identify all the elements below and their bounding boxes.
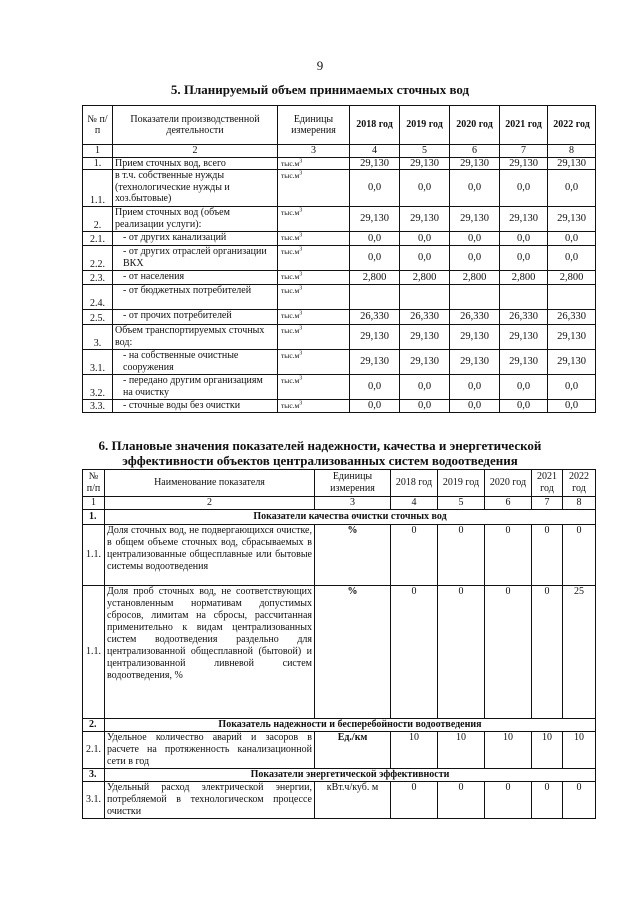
value-2018: 29,130 [350, 207, 400, 232]
value-2018: 0 [391, 525, 438, 586]
value-2021: 29,130 [500, 207, 548, 232]
value-2020: 0 [485, 525, 532, 586]
value-2021: 0 [532, 525, 563, 586]
row-num: 2.1. [83, 732, 105, 769]
value-2019: 0,0 [400, 170, 450, 207]
col-num: 8 [563, 497, 596, 510]
value-2019: 0 [438, 586, 485, 719]
indicator-name: Прием сточных вод, всего [113, 157, 278, 170]
unit-superscript: 3 [299, 158, 303, 164]
unit-superscript: 3 [299, 207, 303, 214]
value-2020: 0,0 [450, 400, 500, 413]
table-row [83, 271, 596, 285]
value-2021: 0,0 [500, 232, 548, 246]
value-2019: 29,130 [400, 325, 450, 350]
indicator-name: - сточные воды без очистки [113, 400, 278, 413]
value-2018: 0 [391, 586, 438, 719]
value-2022: 25 [563, 586, 596, 719]
value-2019 [400, 285, 450, 310]
unit-text: тыс.м [281, 158, 300, 168]
table-row [83, 525, 596, 586]
unit-text: тыс.м [281, 376, 300, 385]
header-2018: 2018 год [391, 470, 438, 497]
table-row [83, 586, 596, 719]
header-unit: Единицы измерения [315, 470, 391, 497]
section-num: 1. [83, 510, 105, 525]
value-2020: 29,130 [450, 325, 500, 350]
table-row [83, 325, 596, 350]
col-num: 1 [83, 497, 105, 510]
value-2018: 0,0 [350, 375, 400, 400]
page-number: 9 [316, 58, 324, 73]
value-2022: 0 [563, 782, 596, 819]
column-number-row [83, 145, 596, 158]
col-num: 2 [105, 497, 315, 510]
indicator-name: Доля сточных вод, не подвергающихся очистке, в общем объеме сточных вод, сбрасываемых в централизованные общесплавные или бытовые системы водоотведения [105, 525, 315, 586]
indicator-name: - от бюджетных потребителей [113, 285, 278, 310]
header-2021: 2021 год [500, 106, 548, 145]
value-2021: 0 [532, 586, 563, 719]
header-unit: Единицы измерения [278, 106, 350, 145]
value-2018 [350, 285, 400, 310]
unit-cell [278, 157, 350, 170]
section-row-reliability [83, 719, 596, 732]
value-2019: 0,0 [400, 232, 450, 246]
value-2018: 29,130 [350, 350, 400, 375]
col-num: 5 [438, 497, 485, 510]
unit-cell [278, 232, 350, 246]
unit-text: тыс.м [281, 326, 300, 335]
value-2020: 10 [485, 732, 532, 769]
value-2022: 0 [563, 525, 596, 586]
indicators-table [82, 469, 596, 819]
row-num: 2.1. [83, 232, 113, 246]
unit-cell [278, 325, 350, 350]
value-2020: 0,0 [450, 232, 500, 246]
value-2022: 29,130 [548, 157, 596, 170]
value-2019: 29,130 [400, 350, 450, 375]
col-num: 4 [391, 497, 438, 510]
header-num: № п/п [83, 470, 105, 497]
col-num: 6 [450, 145, 500, 158]
table-row [83, 350, 596, 375]
unit-superscript: 3 [299, 271, 303, 278]
value-2018: 0,0 [350, 246, 400, 271]
row-num: 3. [83, 325, 113, 350]
table-header-row [83, 470, 596, 497]
unit-text: тыс.м [281, 272, 300, 281]
value-2020: 29,130 [450, 350, 500, 375]
unit-cell: Ед./км [315, 732, 391, 769]
value-2022: 29,130 [548, 325, 596, 350]
value-2021: 0,0 [500, 170, 548, 207]
section-num: 3. [83, 769, 105, 782]
unit-cell [278, 400, 350, 413]
row-num: 2.4. [83, 285, 113, 310]
section-row-energy [83, 769, 596, 782]
section-row-quality [83, 510, 596, 525]
col-num: 7 [532, 497, 563, 510]
section-title: Показатель надежности и бесперебойности водоотведения [105, 719, 596, 732]
value-2022 [548, 285, 596, 310]
row-num: 2.3. [83, 271, 113, 285]
table-row [83, 782, 596, 819]
unit-superscript: 3 [299, 170, 303, 177]
indicator-name: Объем транспортируемых сточных вод: [113, 325, 278, 350]
unit-text: тыс.м [281, 351, 300, 360]
value-2019: 0 [438, 525, 485, 586]
value-2018: 29,130 [350, 157, 400, 170]
header-2021: 2021 год [532, 470, 563, 497]
unit-superscript: 3 [299, 246, 303, 253]
indicator-name: Доля проб сточных вод, не соответствующих установленным нормативам допустимых сбросов, лимитам на сбросы, рассчитанная применительно к видам централизованных систем водоотведения раздельно для централизованной общесплавной (бытовой) и централизованной ливневой систем водоотведения, % [105, 586, 315, 719]
value-2022: 10 [563, 732, 596, 769]
value-2021: 29,130 [500, 350, 548, 375]
table-row [83, 170, 596, 207]
value-2019: 0,0 [400, 246, 450, 271]
value-2019: 2,800 [400, 271, 450, 285]
row-num: 1. [83, 157, 113, 170]
unit-superscript: 3 [299, 350, 303, 357]
unit-cell: кВт.ч/куб. м [315, 782, 391, 819]
indicator-name: в т.ч. собственные нужды (технологические нужды и хоз.бытовые) [113, 170, 278, 207]
unit-superscript: 3 [299, 232, 303, 239]
unit-cell [278, 375, 350, 400]
unit-cell [278, 170, 350, 207]
value-2020: 2,800 [450, 271, 500, 285]
indicator-name: - на собственные очистные сооружения [113, 350, 278, 375]
row-num: 3.1. [83, 782, 105, 819]
value-2022: 0,0 [548, 170, 596, 207]
col-num: 8 [548, 145, 596, 158]
value-2020: 29,130 [450, 207, 500, 232]
value-2020: 0,0 [450, 246, 500, 271]
unit-text: тыс.м [281, 286, 300, 295]
value-2020 [450, 285, 500, 310]
indicator-name: Прием сточных вод (объем реализации услуги): [113, 207, 278, 232]
col-num: 7 [500, 145, 548, 158]
table-row [83, 285, 596, 310]
row-num: 3.3. [83, 400, 113, 413]
header-num: № п/п [83, 106, 113, 145]
unit-cell [278, 285, 350, 310]
value-2022: 0,0 [548, 375, 596, 400]
value-2018: 29,130 [350, 325, 400, 350]
unit-cell [278, 310, 350, 325]
row-num: 1.1. [83, 586, 105, 719]
unit-text: тыс.м [281, 401, 300, 410]
value-2019: 10 [438, 732, 485, 769]
unit-cell [278, 246, 350, 271]
value-2020: 26,330 [450, 310, 500, 325]
col-num: 3 [278, 145, 350, 158]
indicator-name: - от других канализаций [113, 232, 278, 246]
value-2021: 29,130 [500, 325, 548, 350]
unit-cell: % [315, 586, 391, 719]
row-num: 1.1. [83, 525, 105, 586]
value-2018: 26,330 [350, 310, 400, 325]
table-row [83, 400, 596, 413]
table-row [83, 157, 596, 170]
col-num: 3 [315, 497, 391, 510]
unit-text: тыс.м [281, 208, 300, 217]
row-num: 3.1. [83, 350, 113, 375]
value-2022: 26,330 [548, 310, 596, 325]
indicator-name: - от других отраслей организации ВКХ [113, 246, 278, 271]
unit-cell [278, 271, 350, 285]
column-number-row [83, 497, 596, 510]
row-num: 1.1. [83, 170, 113, 207]
wastewater-volume-table [82, 105, 596, 413]
unit-cell: % [315, 525, 391, 586]
header-2020: 2020 год [485, 470, 532, 497]
indicator-name: - от населения [113, 271, 278, 285]
value-2022: 0,0 [548, 232, 596, 246]
section-title: Показатели энергетической эффективности [105, 769, 596, 782]
col-num: 1 [83, 145, 113, 158]
value-2018: 2,800 [350, 271, 400, 285]
section-6-title-line2: эффективности объектов централизованных систем водоотведения [122, 453, 518, 468]
header-indicator: Наименование показателя [105, 470, 315, 497]
unit-superscript: 3 [299, 310, 303, 317]
indicator-name: Удельное количество аварий и засоров в расчете на протяженность канализационной сети в год [105, 732, 315, 769]
unit-text: тыс.м [281, 247, 300, 256]
unit-cell [278, 207, 350, 232]
header-2019: 2019 год [438, 470, 485, 497]
col-num: 2 [113, 145, 278, 158]
row-num: 2.5. [83, 310, 113, 325]
table-row [83, 310, 596, 325]
col-num: 5 [400, 145, 450, 158]
table-row [83, 232, 596, 246]
value-2021 [500, 285, 548, 310]
unit-text: тыс.м [281, 311, 300, 320]
value-2019: 0 [438, 782, 485, 819]
value-2021: 0,0 [500, 400, 548, 413]
value-2018: 0,0 [350, 232, 400, 246]
section-5-title: 5. Планируемый объем принимаемых сточных вод [170, 82, 470, 97]
header-2022: 2022 год [548, 106, 596, 145]
table-row [83, 207, 596, 232]
value-2022: 29,130 [548, 350, 596, 375]
table-header-row [83, 106, 596, 145]
table-row [83, 246, 596, 271]
section-title: Показатели качества очистки сточных вод [105, 510, 596, 525]
value-2020: 0 [485, 586, 532, 719]
value-2021: 0,0 [500, 246, 548, 271]
header-2019: 2019 год [400, 106, 450, 145]
value-2022: 29,130 [548, 207, 596, 232]
value-2018: 0,0 [350, 400, 400, 413]
table-row [83, 732, 596, 769]
value-2021: 10 [532, 732, 563, 769]
value-2021: 2,800 [500, 271, 548, 285]
value-2020: 0,0 [450, 375, 500, 400]
indicator-name: - от прочих потребителей [113, 310, 278, 325]
value-2019: 0,0 [400, 375, 450, 400]
header-2022: 2022 год [563, 470, 596, 497]
value-2018: 10 [391, 732, 438, 769]
value-2019: 29,130 [400, 207, 450, 232]
value-2021: 29,130 [500, 157, 548, 170]
section-num: 2. [83, 719, 105, 732]
unit-superscript: 3 [299, 400, 303, 407]
unit-superscript: 3 [299, 285, 303, 292]
value-2022: 0,0 [548, 246, 596, 271]
indicator-name: Удельный расход электрической энергии, потребляемой в технологическом процессе очистки [105, 782, 315, 819]
header-2020: 2020 год [450, 106, 500, 145]
value-2018: 0 [391, 782, 438, 819]
unit-superscript: 3 [299, 325, 303, 332]
value-2020: 29,130 [450, 157, 500, 170]
header-2018: 2018 год [350, 106, 400, 145]
table-body [83, 157, 596, 413]
value-2021: 0,0 [500, 375, 548, 400]
table-row [83, 375, 596, 400]
value-2021: 0 [532, 782, 563, 819]
section-6-title-line1: 6. Плановые значения показателей надежности, качества и энергетической [98, 438, 542, 453]
unit-cell [278, 350, 350, 375]
unit-text: тыс.м [281, 233, 300, 242]
value-2022: 2,800 [548, 271, 596, 285]
unit-text: тыс.м [281, 171, 300, 180]
col-num: 6 [485, 497, 532, 510]
value-2019: 29,130 [400, 157, 450, 170]
value-2018: 0,0 [350, 170, 400, 207]
value-2022: 0,0 [548, 400, 596, 413]
row-num: 2.2. [83, 246, 113, 271]
row-num: 3.2. [83, 375, 113, 400]
value-2021: 26,330 [500, 310, 548, 325]
value-2020: 0,0 [450, 170, 500, 207]
value-2019: 26,330 [400, 310, 450, 325]
header-indicator: Показатели производственной деятельности [113, 106, 278, 145]
value-2019: 0,0 [400, 400, 450, 413]
row-num: 2. [83, 207, 113, 232]
indicator-name: - передано другим организациям на очистку [113, 375, 278, 400]
value-2020: 0 [485, 782, 532, 819]
unit-superscript: 3 [299, 375, 303, 382]
col-num: 4 [350, 145, 400, 158]
